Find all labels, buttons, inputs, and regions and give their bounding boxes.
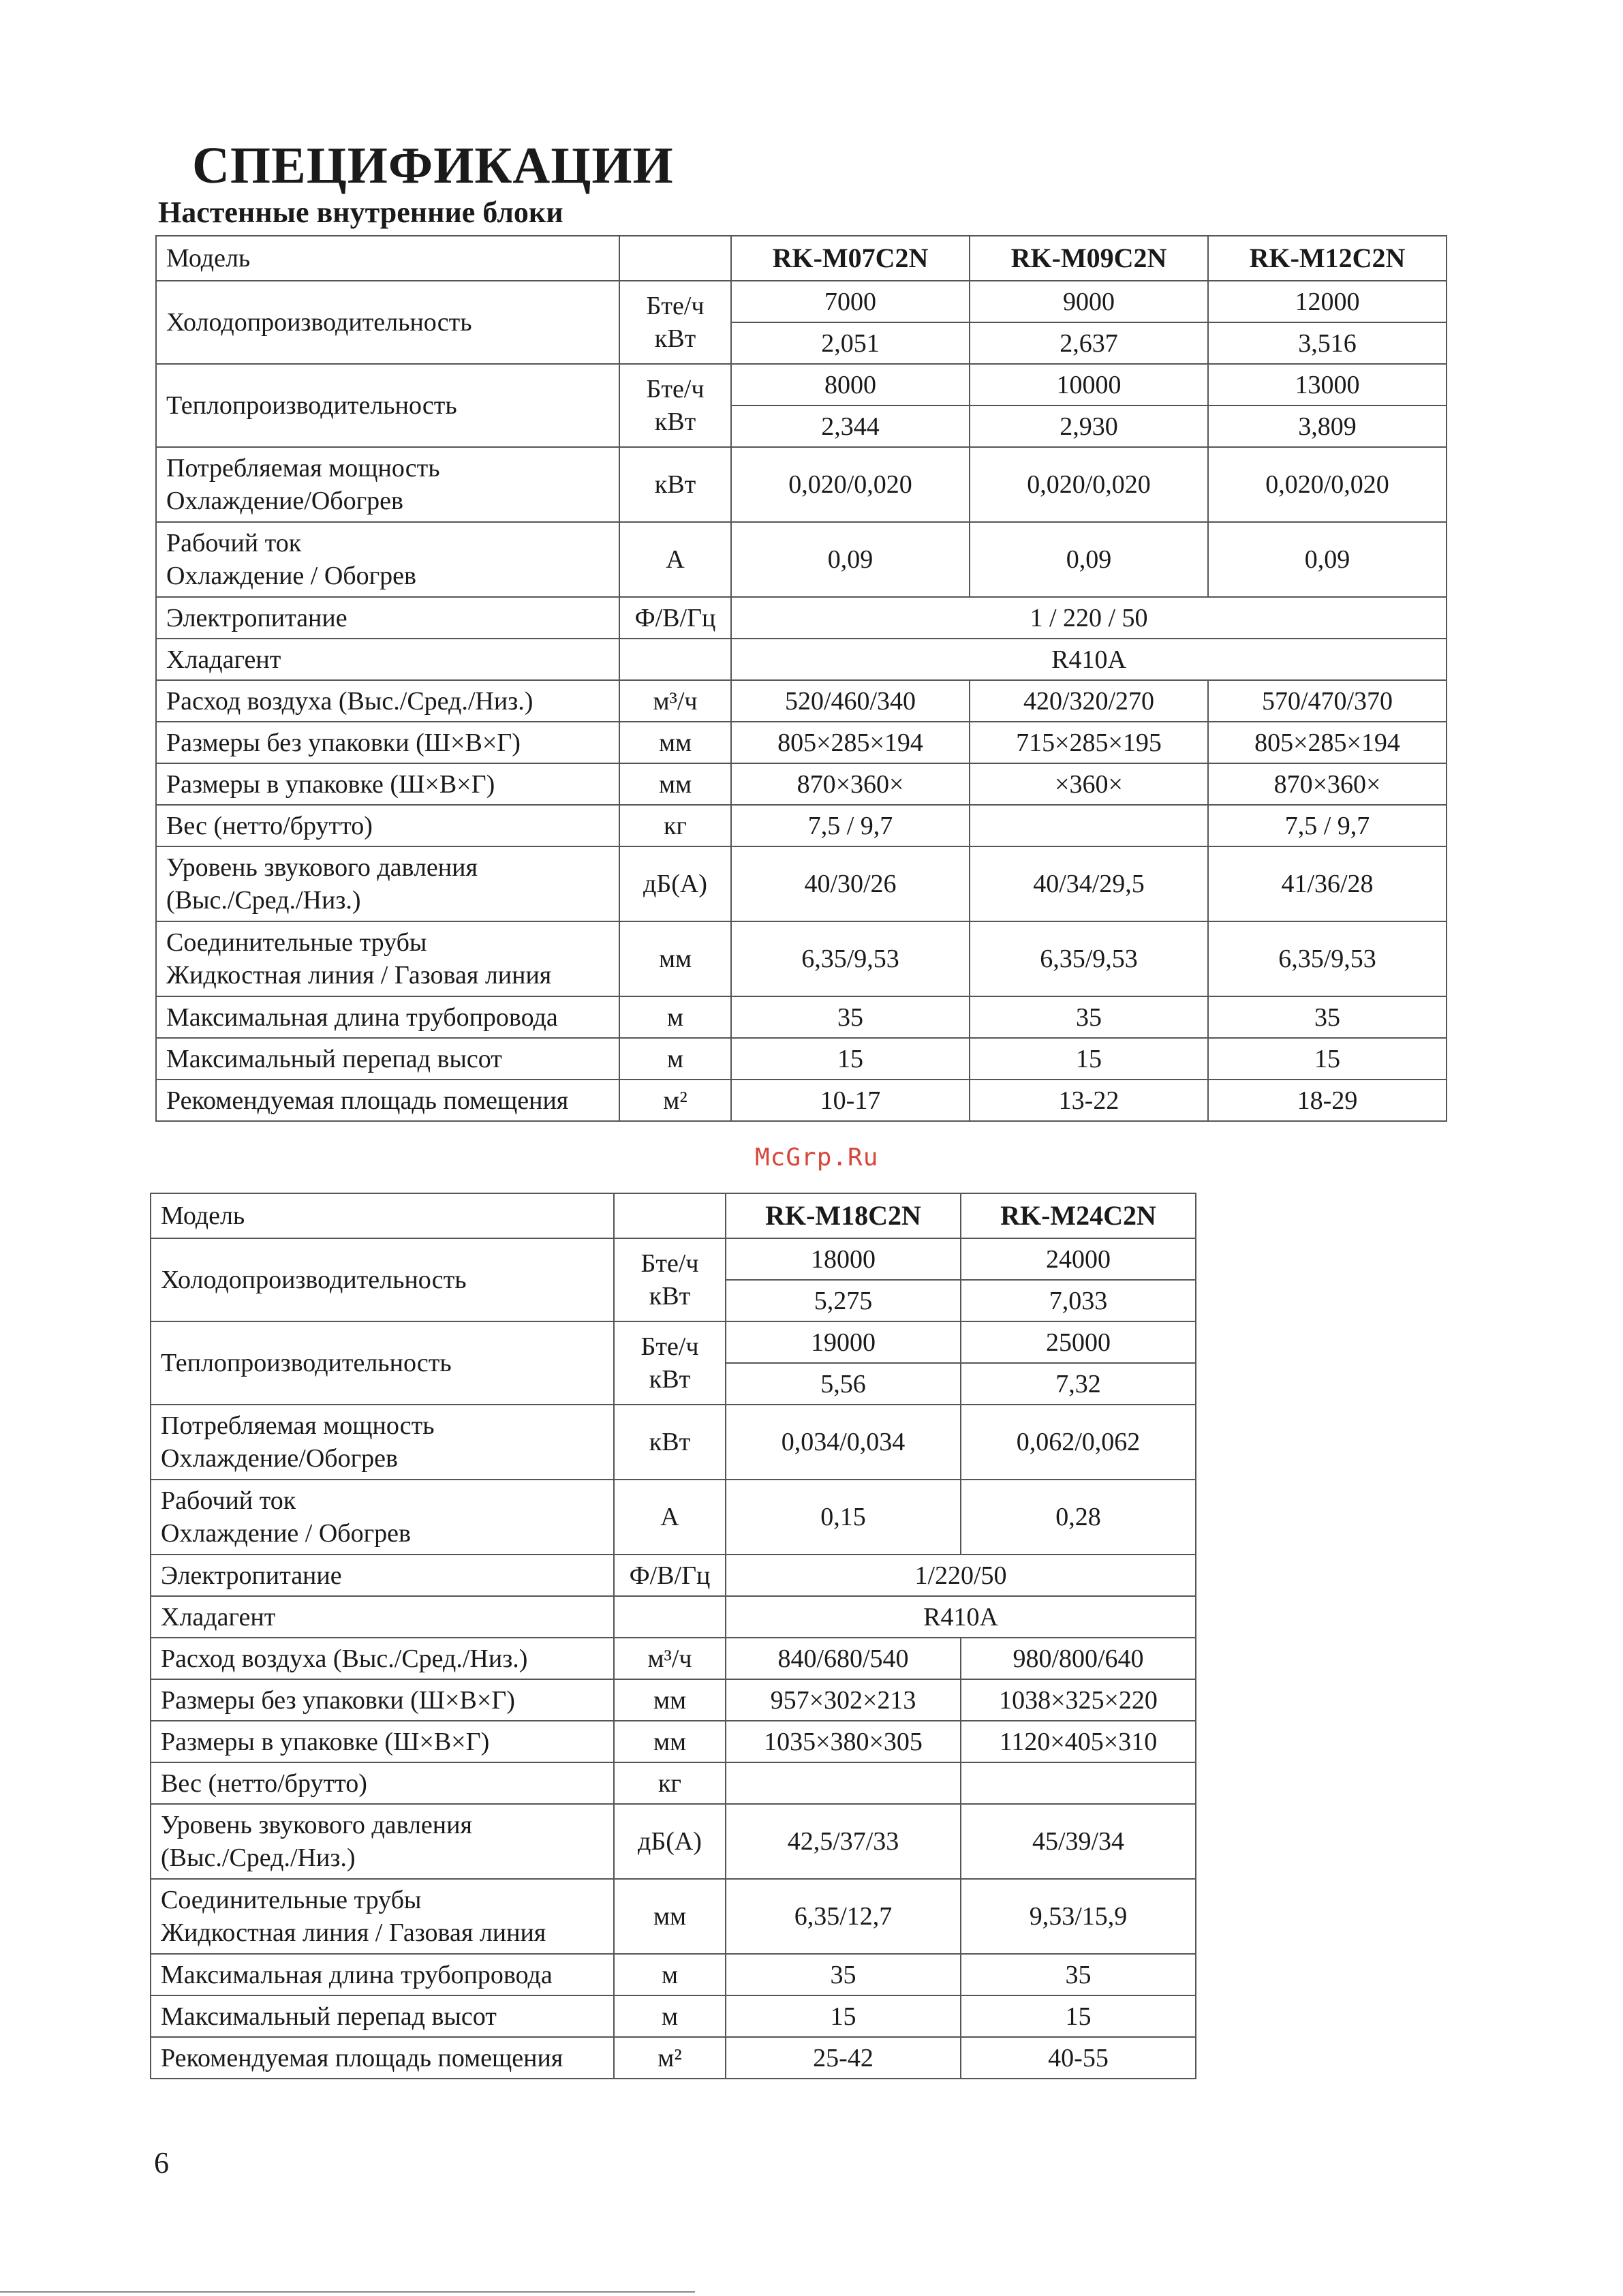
value-cell: 15 [726,1995,961,2037]
table-row [151,1804,1196,1879]
row-label: Холодопроизводительность [151,1238,614,1321]
page-title: СПЕЦИФИКАЦИИ [192,137,674,194]
value-cell: 1120×405×310 [961,1721,1196,1762]
table-row [151,1555,1196,1596]
value-cell: 45/39/34 [961,1804,1196,1879]
value-cell: 980/800/640 [961,1638,1196,1679]
unit-cell: Бте/ч [614,1321,726,1363]
section-subtitle: Настенные внутренние блоки [158,196,563,229]
value-cell: 35 [961,1954,1196,1995]
row-label: Модель [156,236,619,281]
row-label: Размеры в упаковке (Ш×В×Г) [151,1721,614,1762]
value-cell [726,1762,961,1804]
row-label: Максимальный перепад высот [151,1995,614,2037]
value-cell: 35 [731,996,970,1038]
value-cell: 6,35/9,53 [1208,921,1447,996]
value-cell: 40/30/26 [731,846,970,921]
label-line: Соединительные трубы [166,928,427,957]
model-header: RK-M09C2N [970,236,1208,281]
row-label: Теплопроизводительность [151,1321,614,1405]
value-cell: 840/680/540 [726,1638,961,1679]
unit-cell: м² [614,2037,726,2079]
unit-cell: Бте/ч [614,1238,726,1280]
value-cell: 25000 [961,1321,1196,1363]
value-cell [961,1762,1196,1804]
unit-cell: мм [619,722,731,763]
table-row [151,1480,1196,1555]
label-line: Потребляемая мощность [161,1411,435,1440]
table-row [151,1238,1196,1280]
value-cell: 870×360× [731,763,970,805]
table-row [151,1193,1196,1238]
value-cell: 15 [961,1995,1196,2037]
table-row [156,996,1447,1038]
table-row [151,1879,1196,1954]
value-cell: 15 [970,1038,1208,1080]
unit-cell: А [614,1480,726,1555]
value-cell: 15 [731,1038,970,1080]
table-row [151,1638,1196,1679]
unit-cell: кВт [619,322,731,364]
unit-cell [614,1193,726,1238]
unit-cell: дБ(А) [619,846,731,921]
row-label: Вес (нетто/брутто) [151,1762,614,1804]
row-label [151,1804,614,1879]
value-cell: 19000 [726,1321,961,1363]
unit-cell: м [619,1038,731,1080]
table-row [151,1954,1196,1995]
value-cell: 12000 [1208,281,1447,322]
value-cell: 0,09 [970,522,1208,597]
value-cell: 6,35/12,7 [726,1879,961,1954]
page-number: 6 [154,2146,169,2179]
unit-cell: м [614,1995,726,2037]
value-cell: 0,09 [1208,522,1447,597]
value-cell: R410A [731,639,1447,680]
table-row [156,281,1447,322]
value-cell: 35 [1208,996,1447,1038]
value-cell: 0,09 [731,522,970,597]
row-label [151,1879,614,1954]
value-cell: 520/460/340 [731,680,970,722]
bottom-divider [0,2291,695,2293]
table-row [156,597,1447,639]
label-line: Соединительные трубы [161,1886,422,1914]
value-cell: 2,637 [970,322,1208,364]
value-cell: 10000 [970,364,1208,405]
table-row [156,522,1447,597]
row-label: Электропитание [151,1555,614,1596]
table-row [151,2037,1196,2079]
value-cell: 0,034/0,034 [726,1405,961,1480]
value-cell: 5,56 [726,1363,961,1405]
value-cell: 13000 [1208,364,1447,405]
row-label: Хладагент [151,1596,614,1638]
value-cell: 870×360× [1208,763,1447,805]
row-label: Рекомендуемая площадь помещения [151,2037,614,2079]
row-label: Вес (нетто/брутто) [156,805,619,846]
table-row [156,805,1447,846]
row-label: Расход воздуха (Выс./Сред./Низ.) [151,1638,614,1679]
label-line: Охлаждение / Обогрев [166,562,416,590]
label-line: Охлаждение/Обогрев [161,1444,398,1473]
row-label: Теплопроизводительность [156,364,619,447]
model-header: RK-M24C2N [961,1193,1196,1238]
value-cell: 25-42 [726,2037,961,2079]
label-line: Уровень звукового давления [166,853,478,882]
value-cell: 0,020/0,020 [731,447,970,522]
unit-cell: А [619,522,731,597]
table-row [151,1995,1196,2037]
value-cell: 8000 [731,364,970,405]
row-label [156,846,619,921]
unit-cell: Бте/ч [619,364,731,405]
unit-cell: мм [619,763,731,805]
unit-cell: мм [614,1721,726,1762]
row-label: Электропитание [156,597,619,639]
spec-table-2 [150,1193,1196,2079]
model-header: RK-M07C2N [731,236,970,281]
label-line: Охлаждение/Обогрев [166,487,403,515]
table-row [156,447,1447,522]
value-cell: 715×285×195 [970,722,1208,763]
model-header: RK-M18C2N [726,1193,961,1238]
value-cell: 35 [726,1954,961,1995]
value-cell: 805×285×194 [1208,722,1447,763]
value-cell: 0,020/0,020 [970,447,1208,522]
table-row [151,1762,1196,1804]
row-label: Максимальная длина трубопровода [151,1954,614,1995]
unit-cell: мм [619,921,731,996]
value-cell: 2,344 [731,405,970,447]
value-cell: 5,275 [726,1280,961,1321]
value-cell [970,805,1208,846]
row-label: Хладагент [156,639,619,680]
watermark: McGrp.Ru [755,1144,879,1172]
unit-cell: Ф/В/Гц [619,597,731,639]
unit-cell: кг [614,1762,726,1804]
value-cell: 0,020/0,020 [1208,447,1447,522]
spec-table-1 [155,235,1447,1122]
table-row [156,921,1447,996]
label-line: Жидкостная линия / Газовая линия [161,1918,546,1947]
unit-cell [619,639,731,680]
unit-cell: кВт [619,447,731,522]
value-cell: 18000 [726,1238,961,1280]
label-line: Потребляемая мощность [166,454,440,483]
label-line: Уровень звукового давления [161,1811,472,1839]
label-line: (Выс./Сред./Низ.) [166,886,361,915]
value-cell: 1038×325×220 [961,1679,1196,1721]
value-cell: 9,53/15,9 [961,1879,1196,1954]
value-cell: 7,5 / 9,7 [1208,805,1447,846]
value-cell: 7,5 / 9,7 [731,805,970,846]
value-cell: 1 / 220 / 50 [731,597,1447,639]
unit-cell: кВт [614,1363,726,1405]
unit-cell: м³/ч [619,680,731,722]
table-row [156,680,1447,722]
value-cell: 570/470/370 [1208,680,1447,722]
label-line: Охлаждение / Обогрев [161,1519,411,1548]
unit-cell: Ф/В/Гц [614,1555,726,1596]
value-cell: ×360× [970,763,1208,805]
value-cell: 40-55 [961,2037,1196,2079]
table-row [156,236,1447,281]
value-cell: 6,35/9,53 [970,921,1208,996]
table-row [156,1080,1447,1121]
unit-cell: м² [619,1080,731,1121]
label-line: Рабочий ток [166,529,302,557]
row-label: Размеры без упаковки (Ш×В×Г) [151,1679,614,1721]
unit-cell: м [614,1954,726,1995]
table-row [151,1679,1196,1721]
value-cell: 0,062/0,062 [961,1405,1196,1480]
unit-cell: мм [614,1879,726,1954]
value-cell: 2,051 [731,322,970,364]
value-cell: 40/34/29,5 [970,846,1208,921]
value-cell: 3,809 [1208,405,1447,447]
value-cell: 0,28 [961,1480,1196,1555]
row-label: Размеры без упаковки (Ш×В×Г) [156,722,619,763]
row-label: Максимальный перепад высот [156,1038,619,1080]
row-label: Расход воздуха (Выс./Сред./Низ.) [156,680,619,722]
value-cell: 35 [970,996,1208,1038]
value-cell: 1/220/50 [726,1555,1196,1596]
table-row [151,1596,1196,1638]
value-cell: 7,033 [961,1280,1196,1321]
value-cell: 6,35/9,53 [731,921,970,996]
value-cell: 1035×380×305 [726,1721,961,1762]
label-line: (Выс./Сред./Низ.) [161,1843,356,1872]
unit-cell: кг [619,805,731,846]
table-row [156,1038,1447,1080]
row-label: Рекомендуемая площадь помещения [156,1080,619,1121]
table-row [156,364,1447,405]
label-line: Жидкостная линия / Газовая линия [166,961,552,990]
value-cell: 7000 [731,281,970,322]
table-row [156,639,1447,680]
table-row [156,846,1447,921]
value-cell: 805×285×194 [731,722,970,763]
row-label [156,447,619,522]
row-label: Максимальная длина трубопровода [156,996,619,1038]
value-cell: 13-22 [970,1080,1208,1121]
unit-cell [614,1596,726,1638]
row-label: Размеры в упаковке (Ш×В×Г) [156,763,619,805]
table-row [151,1321,1196,1363]
table-row [156,722,1447,763]
table-row [151,1721,1196,1762]
table-row [151,1405,1196,1480]
model-header: RK-M12C2N [1208,236,1447,281]
value-cell: 9000 [970,281,1208,322]
unit-cell [619,236,731,281]
value-cell: 42,5/37/33 [726,1804,961,1879]
unit-cell: мм [614,1679,726,1721]
row-label: Модель [151,1193,614,1238]
value-cell: 24000 [961,1238,1196,1280]
value-cell: 2,930 [970,405,1208,447]
value-cell: 18-29 [1208,1080,1447,1121]
row-label [156,921,619,996]
row-label: Холодопроизводительность [156,281,619,364]
table-row [156,763,1447,805]
row-label [151,1405,614,1480]
unit-cell: кВт [614,1280,726,1321]
value-cell: 0,15 [726,1480,961,1555]
unit-cell: м³/ч [614,1638,726,1679]
row-label [151,1480,614,1555]
row-label [156,522,619,597]
value-cell: 420/320/270 [970,680,1208,722]
unit-cell: кВт [619,405,731,447]
value-cell: 15 [1208,1038,1447,1080]
unit-cell: дБ(А) [614,1804,726,1879]
value-cell: R410A [726,1596,1196,1638]
value-cell: 3,516 [1208,322,1447,364]
value-cell: 7,32 [961,1363,1196,1405]
label-line: Рабочий ток [161,1486,296,1515]
value-cell: 41/36/28 [1208,846,1447,921]
unit-cell: Бте/ч [619,281,731,322]
unit-cell: м [619,996,731,1038]
value-cell: 10-17 [731,1080,970,1121]
unit-cell: кВт [614,1405,726,1480]
value-cell: 957×302×213 [726,1679,961,1721]
